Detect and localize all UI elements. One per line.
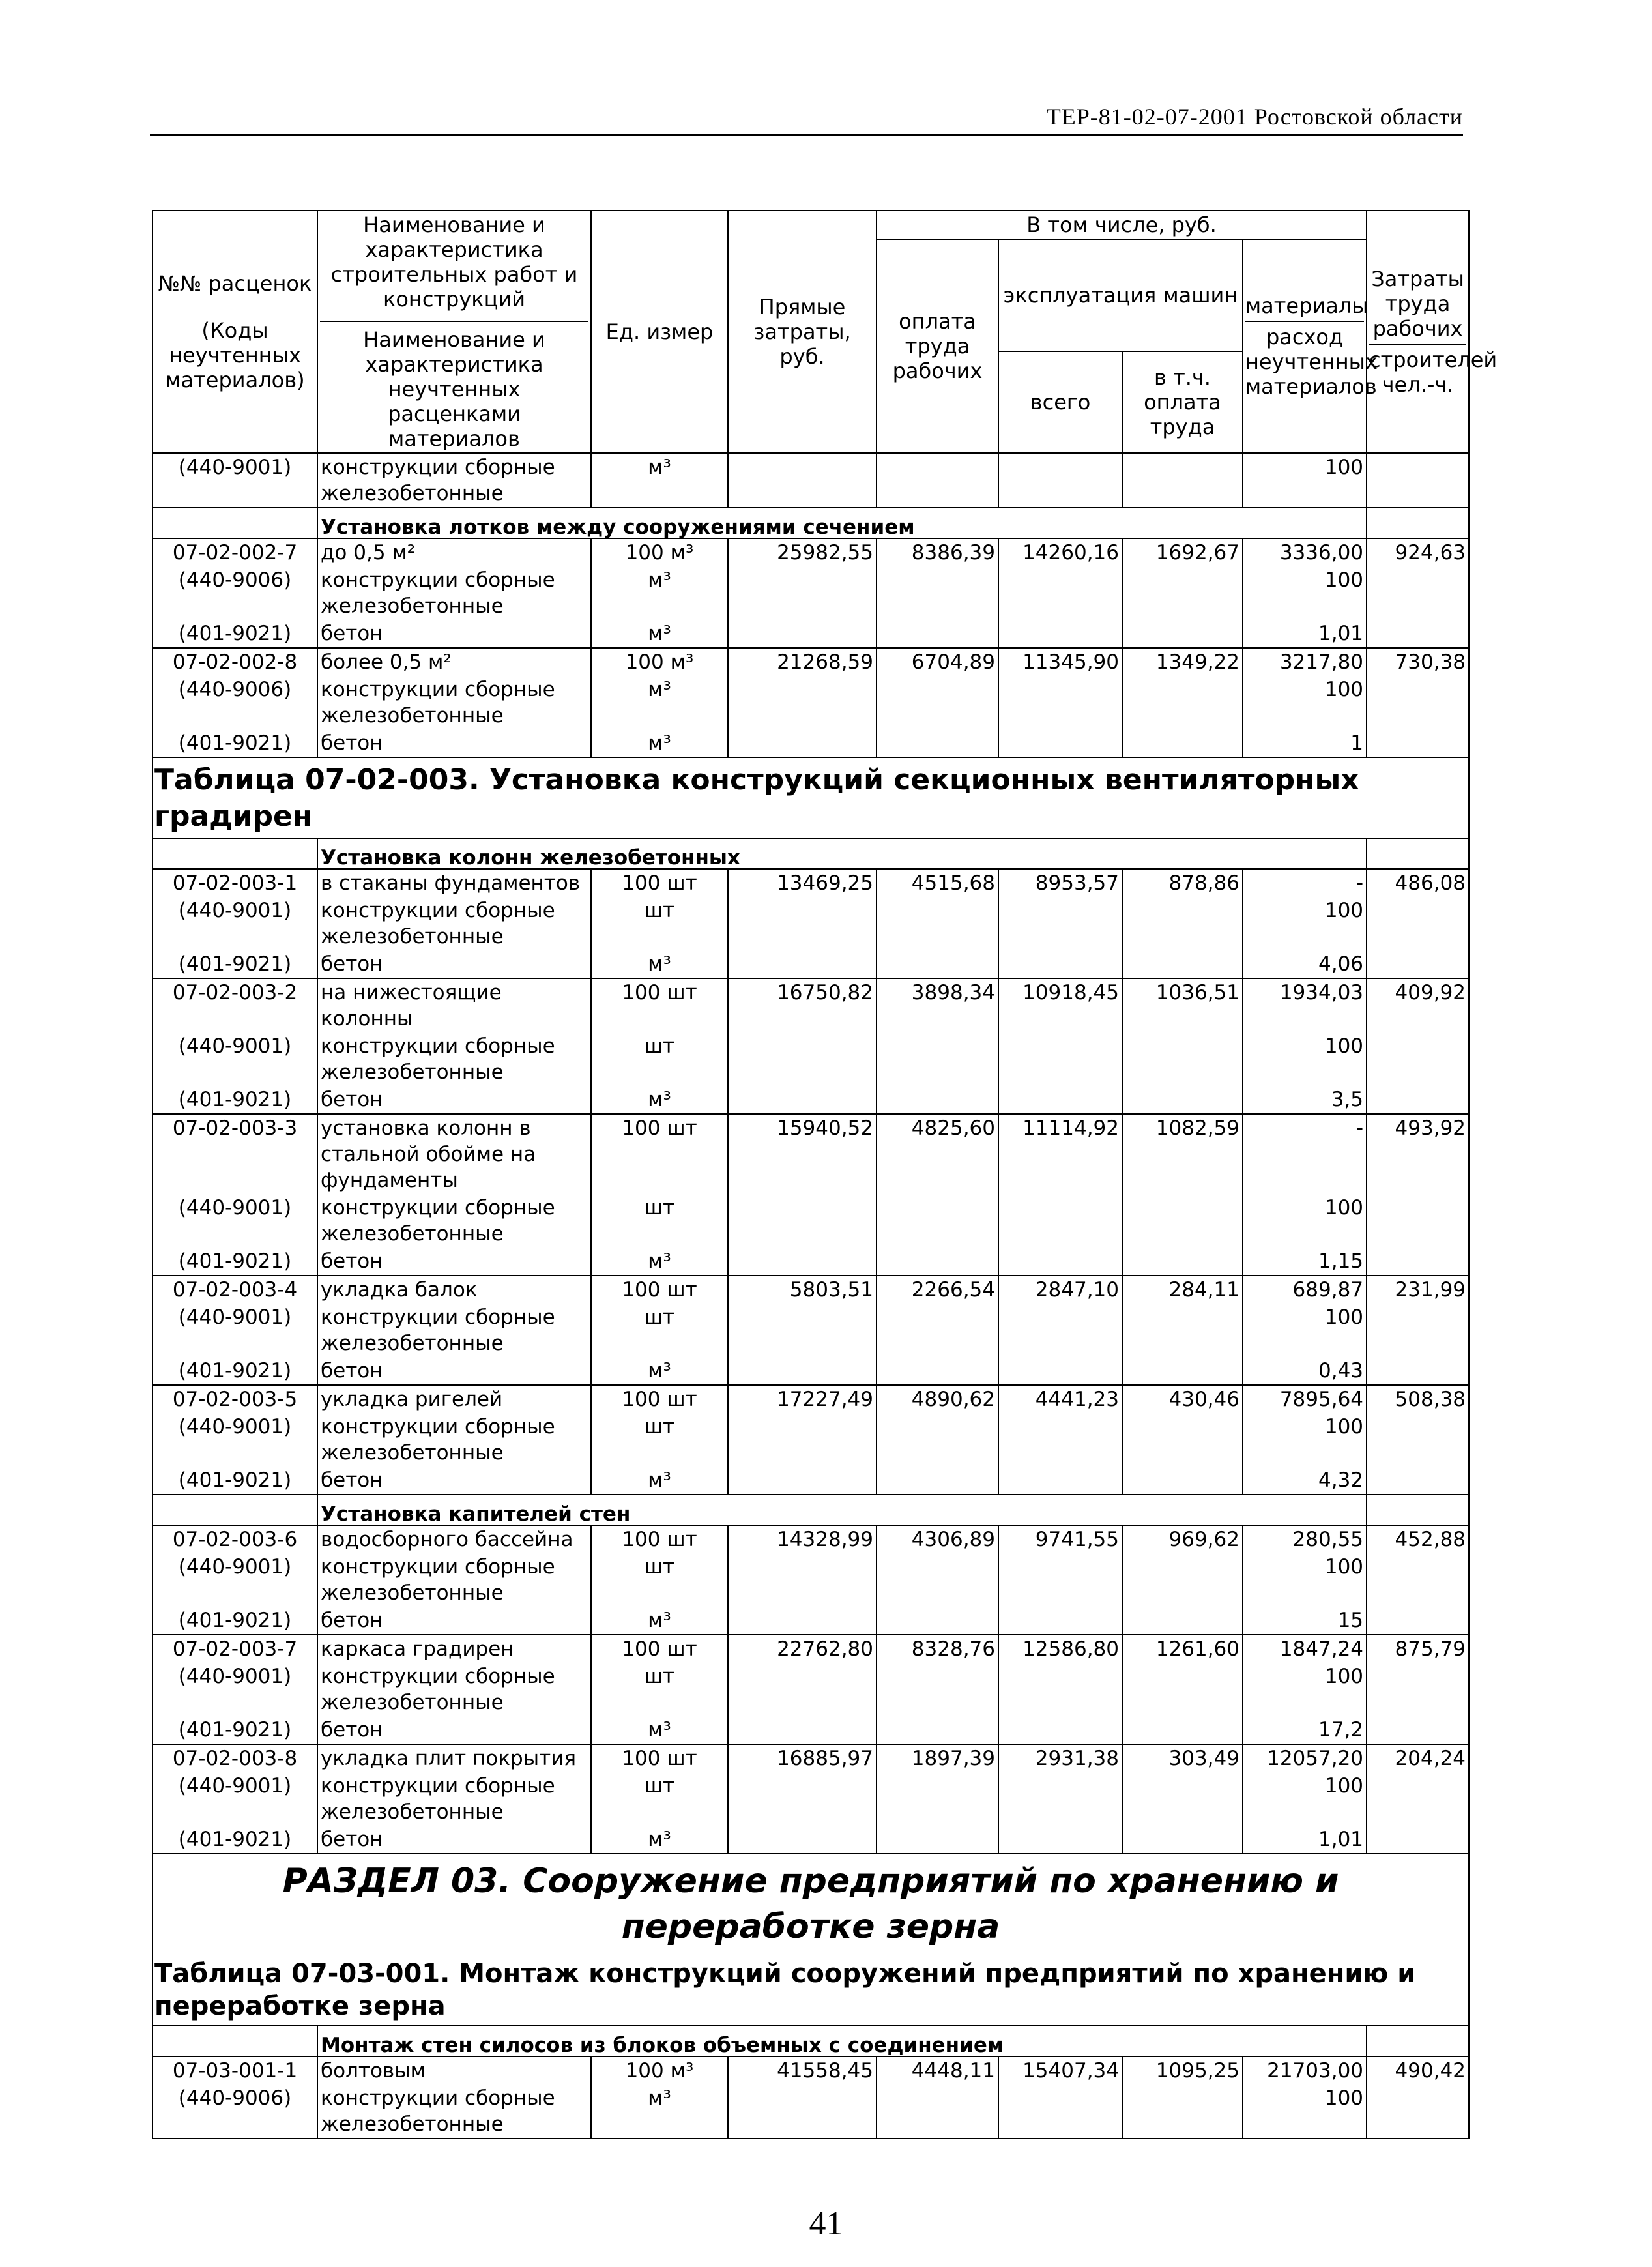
- table-row: [152, 620, 1469, 648]
- row-unit: м³: [591, 1607, 728, 1635]
- row-direct: 22762,80: [728, 1635, 877, 1663]
- row-labor: 204,24: [1367, 1744, 1469, 1772]
- row-labor: 508,38: [1367, 1385, 1469, 1413]
- row-materials: 4,32: [1243, 1467, 1367, 1495]
- table-row: [152, 538, 1469, 566]
- row-materials: 100: [1243, 1553, 1367, 1607]
- row-labor-pay: 6704,89: [877, 648, 998, 676]
- table-row: [152, 1276, 1469, 1304]
- row-code: (440-9001): [152, 453, 317, 508]
- table-row: [152, 1248, 1469, 1276]
- row-labor: 452,88: [1367, 1525, 1469, 1553]
- row-unit: м³: [591, 620, 728, 648]
- row-unit: шт: [591, 1304, 728, 1357]
- row-code: 07-02-003-5: [152, 1385, 317, 1413]
- row-machines-total: 15407,34: [998, 2056, 1122, 2084]
- table-row: [152, 1413, 1469, 1467]
- table-row: [152, 978, 1469, 1032]
- row-code: (440-9001): [152, 1304, 317, 1357]
- row-direct: 5803,51: [728, 1276, 877, 1304]
- table-row: [152, 1194, 1469, 1248]
- row-name: укладка ригелей: [317, 1385, 591, 1413]
- col-name-subtitle: Наименование и характеристика неучтенных расценками материалов: [320, 321, 588, 451]
- row-machines-total: 12586,80: [998, 1635, 1122, 1663]
- table-row: [152, 1385, 1469, 1413]
- row-code: 07-02-003-8: [152, 1744, 317, 1772]
- row-name: укладка плит покрытия: [317, 1744, 591, 1772]
- row-name: конструкции сборные железобетонные: [317, 1032, 591, 1086]
- table-row: [152, 1607, 1469, 1635]
- row-code: 07-02-003-1: [152, 869, 317, 897]
- row-direct: 15940,52: [728, 1114, 877, 1194]
- row-code: 07-03-001-1: [152, 2056, 317, 2084]
- row-machines-labor: 1082,59: [1122, 1114, 1243, 1194]
- row-name: конструкции сборные железобетонные: [317, 1194, 591, 1248]
- subsection-title: Установка колонн железобетонных: [317, 838, 1367, 869]
- row-code: (440-9001): [152, 1413, 317, 1467]
- row-name: бетон: [317, 620, 591, 648]
- row-code: (401-9021): [152, 1357, 317, 1385]
- row-code: (401-9021): [152, 1607, 317, 1635]
- table-row: [152, 2056, 1469, 2084]
- row-unit: 100 шт: [591, 1525, 728, 1553]
- row-materials: 100: [1243, 676, 1367, 729]
- row-unit: м³: [591, 729, 728, 757]
- table-row: [152, 1663, 1469, 1716]
- table-row: [152, 1635, 1469, 1663]
- row-name: на нижестоящие колонны: [317, 978, 591, 1032]
- row-unit: 100 шт: [591, 1385, 728, 1413]
- row-labor: 409,92: [1367, 978, 1469, 1032]
- row-machines-labor: 1349,22: [1122, 648, 1243, 676]
- table-row: [152, 1826, 1469, 1854]
- row-code: 07-02-003-2: [152, 978, 317, 1032]
- row-labor-pay: 4448,11: [877, 2056, 998, 2084]
- row-direct: 16750,82: [728, 978, 877, 1032]
- row-name: конструкции сборные железобетонные: [317, 897, 591, 950]
- row-labor-pay: 4825,60: [877, 1114, 998, 1194]
- row-unit: 100 м³: [591, 2056, 728, 2084]
- row-name: конструкции сборные железобетонные: [317, 1663, 591, 1716]
- row-unit: 100 м³: [591, 538, 728, 566]
- row-unit: 100 шт: [591, 1635, 728, 1663]
- row-labor-pay: 4306,89: [877, 1525, 998, 1553]
- row-materials: 12057,20: [1243, 1744, 1367, 1772]
- row-materials: 100: [1243, 1304, 1367, 1357]
- row-materials: 1,15: [1243, 1248, 1367, 1276]
- row-materials: 100: [1243, 1772, 1367, 1826]
- col-labor-subtitle: строителей чел.-ч.: [1369, 344, 1466, 397]
- row-code: (401-9021): [152, 1467, 317, 1495]
- table-row: [152, 1086, 1469, 1114]
- row-labor-pay: 4890,62: [877, 1385, 998, 1413]
- row-labor-pay: 4515,68: [877, 869, 998, 897]
- row-direct: 14328,99: [728, 1525, 877, 1553]
- running-head: ТЕР-81-02-07-2001 Ростовской области: [150, 103, 1463, 136]
- row-machines-total: 2847,10: [998, 1276, 1122, 1304]
- row-machines-total: 4441,23: [998, 1385, 1122, 1413]
- row-name: бетон: [317, 1826, 591, 1854]
- row-materials: 100: [1243, 1413, 1367, 1467]
- row-code: (401-9021): [152, 620, 317, 648]
- row-code: 07-02-002-7: [152, 538, 317, 566]
- row-unit: м³: [591, 1716, 728, 1744]
- row-labor: 231,99: [1367, 1276, 1469, 1304]
- row-materials: 1,01: [1243, 1826, 1367, 1854]
- table-title: Таблица 07-03-001. Монтаж конструкций сооружений предприятий по хранению и переработке зерна: [152, 1953, 1469, 2026]
- row-name: болтовым: [317, 2056, 591, 2084]
- row-machines-total: 8953,57: [998, 869, 1122, 897]
- group-silosy: [152, 2026, 1469, 2139]
- row-machines-labor: 1692,67: [1122, 538, 1243, 566]
- table-row: [152, 1525, 1469, 1553]
- row-code: (440-9001): [152, 1032, 317, 1086]
- row-name: в стаканы фундаментов: [317, 869, 591, 897]
- row-code: (440-9001): [152, 897, 317, 950]
- row-materials: 21703,00: [1243, 2056, 1367, 2084]
- row-code: 07-02-003-7: [152, 1635, 317, 1663]
- row-unit: м³: [591, 2084, 728, 2139]
- row-unit: 100 шт: [591, 1114, 728, 1194]
- row-name: укладка балок: [317, 1276, 591, 1304]
- table-row: [152, 566, 1469, 620]
- row-unit: м³: [591, 1467, 728, 1495]
- row-materials: 7895,64: [1243, 1385, 1367, 1413]
- row-code: (401-9021): [152, 1248, 317, 1276]
- row-unit: м³: [591, 1086, 728, 1114]
- section-title: РАЗДЕЛ 03. Сооружение предприятий по хранению и переработке зерна: [152, 1854, 1469, 1953]
- row-code: (440-9006): [152, 676, 317, 729]
- row-unit: 100 шт: [591, 1744, 728, 1772]
- row-code: (440-9001): [152, 1772, 317, 1826]
- row-materials: 100: [1243, 2084, 1367, 2139]
- row-materials: 1934,03: [1243, 978, 1367, 1032]
- row-name: бетон: [317, 1086, 591, 1114]
- row-materials: 100: [1243, 566, 1367, 620]
- row-materials: 4,06: [1243, 950, 1367, 978]
- row-name: конструкции сборные железобетонные: [317, 566, 591, 620]
- row-unit: м³: [591, 950, 728, 978]
- group-kolonny: [152, 838, 1469, 1495]
- row-materials: 100: [1243, 1194, 1367, 1248]
- row-name: конструкции сборные железобетонные: [317, 1413, 591, 1467]
- col-name-header: [317, 211, 591, 453]
- row-name: установка колонн в стальной обойме на фундаменты: [317, 1114, 591, 1194]
- row-direct: 25982,55: [728, 538, 877, 566]
- table-row: [152, 1716, 1469, 1744]
- row-code: (401-9021): [152, 1086, 317, 1114]
- row-unit: 100 шт: [591, 1276, 728, 1304]
- row-name: бетон: [317, 1607, 591, 1635]
- row-name: бетон: [317, 729, 591, 757]
- table-row: [152, 1744, 1469, 1772]
- subsection-title: Установка лотков между сооружениями сечением: [317, 508, 1367, 538]
- col-machines-total-header: всего: [998, 351, 1122, 453]
- row-unit: м³: [591, 676, 728, 729]
- table-row: [152, 950, 1469, 978]
- row-labor-pay: 3898,34: [877, 978, 998, 1032]
- row-materials: 100: [1243, 1032, 1367, 1086]
- row-direct: 41558,45: [728, 2056, 877, 2084]
- row-code: (440-9006): [152, 2084, 317, 2139]
- row-machines-total: 11345,90: [998, 648, 1122, 676]
- row-unit: 100 шт: [591, 869, 728, 897]
- table-row: [152, 869, 1469, 897]
- table-row: [152, 453, 1469, 508]
- row-labor: 730,38: [1367, 648, 1469, 676]
- row-machines-labor: 969,62: [1122, 1525, 1243, 1553]
- row-machines-total: 2931,38: [998, 1744, 1122, 1772]
- row-machines-total: 11114,92: [998, 1114, 1122, 1194]
- row-code: (440-9001): [152, 1553, 317, 1607]
- col-code-title: №№ расценок: [158, 271, 312, 296]
- row-code: 07-02-003-3: [152, 1114, 317, 1194]
- row-machines-labor: 284,11: [1122, 1276, 1243, 1304]
- col-labor-header: [1367, 211, 1498, 453]
- table-row: [152, 1304, 1469, 1357]
- row-name: конструкции сборные железобетонные: [317, 1772, 591, 1826]
- row-direct: 21268,59: [728, 648, 877, 676]
- row-name: бетон: [317, 950, 591, 978]
- row-name: бетон: [317, 1467, 591, 1495]
- row-materials: 100: [1243, 453, 1367, 508]
- row-labor-pay: 8328,76: [877, 1635, 998, 1663]
- row-materials: 689,87: [1243, 1276, 1367, 1304]
- row-materials: 1: [1243, 729, 1367, 757]
- table-003-title-block: [152, 757, 1469, 838]
- row-name: до 0,5 м²: [317, 538, 591, 566]
- row-code: (401-9021): [152, 1716, 317, 1744]
- row-unit: м³: [591, 1357, 728, 1385]
- row-materials: 15: [1243, 1607, 1367, 1635]
- row-machines-total: 10918,45: [998, 978, 1122, 1032]
- row-code: (401-9021): [152, 950, 317, 978]
- subsection-title: Монтаж стен силосов из блоков объемных с соединением: [317, 2026, 1367, 2056]
- row-machines-labor: 430,46: [1122, 1385, 1243, 1413]
- row-code: (440-9001): [152, 1663, 317, 1716]
- section-03-block: [152, 1854, 1469, 2026]
- table-row: [152, 1467, 1469, 1495]
- row-name: конструкции сборные железобетонные: [317, 2084, 591, 2139]
- col-name-title: Наименование и характеристика строительных работ и конструкций: [330, 212, 578, 312]
- row-materials: 1847,24: [1243, 1635, 1367, 1663]
- row-materials: 3,5: [1243, 1086, 1367, 1114]
- row-name: бетон: [317, 1248, 591, 1276]
- row-unit: м³: [591, 1248, 728, 1276]
- row-unit: шт: [591, 897, 728, 950]
- row-labor: 486,08: [1367, 869, 1469, 897]
- table-row: [152, 2084, 1469, 2139]
- row-materials: 17,2: [1243, 1716, 1367, 1744]
- col-labor-title: Затраты труда рабочих: [1371, 267, 1464, 341]
- row-unit: 100 шт: [591, 978, 728, 1032]
- row-unit: шт: [591, 1032, 728, 1086]
- col-machines-labor-header: в т.ч. оплата труда: [1122, 351, 1243, 453]
- table-row: [152, 676, 1469, 729]
- table-row: [152, 1114, 1469, 1194]
- col-materials-title: материалы: [1245, 293, 1369, 318]
- row-machines-labor: 1261,60: [1122, 1635, 1243, 1663]
- row-code: (401-9021): [152, 1826, 317, 1854]
- table-row: [152, 1553, 1469, 1607]
- col-machines-header: эксплуатация машин: [998, 239, 1243, 351]
- row-materials: 3336,00: [1243, 538, 1367, 566]
- col-code-subtitle: (Коды неучтенных материалов): [165, 318, 305, 392]
- table-row: [152, 648, 1469, 676]
- group-lotki: [152, 508, 1469, 757]
- col-including-header: В том числе, руб.: [877, 211, 1367, 239]
- col-materials-subtitle: расход неучтенных материалов: [1245, 321, 1364, 399]
- row-materials: -: [1243, 1114, 1367, 1194]
- row-unit: м³: [591, 453, 728, 508]
- row-name: конструкции сборные железобетонные: [317, 676, 591, 729]
- row-name: конструкции сборные железобетонные: [317, 1553, 591, 1607]
- row-machines-labor: 1036,51: [1122, 978, 1243, 1032]
- subsection-title: Установка капителей стен: [317, 1495, 1367, 1525]
- row-name: каркаса градирен: [317, 1635, 591, 1663]
- row-machines-total: 14260,16: [998, 538, 1122, 566]
- row-unit: шт: [591, 1413, 728, 1467]
- row-code: 07-02-002-8: [152, 648, 317, 676]
- row-labor-pay: 8386,39: [877, 538, 998, 566]
- row-materials: 1,01: [1243, 620, 1367, 648]
- table-row: [152, 729, 1469, 757]
- row-materials: 3217,80: [1243, 648, 1367, 676]
- row-name: бетон: [317, 1716, 591, 1744]
- row-materials: 100: [1243, 897, 1367, 950]
- row-direct: 13469,25: [728, 869, 877, 897]
- row-labor-pay: 2266,54: [877, 1276, 998, 1304]
- row-materials: 280,55: [1243, 1525, 1367, 1553]
- row-code: (401-9021): [152, 729, 317, 757]
- row-unit: шт: [591, 1553, 728, 1607]
- row-unit: шт: [591, 1194, 728, 1248]
- table-title: Таблица 07-02-003. Установка конструкций секционных вентиляторных градирен: [152, 757, 1469, 838]
- col-materials-header: [1243, 239, 1378, 453]
- row-materials: 0,43: [1243, 1357, 1367, 1385]
- row-unit: м³: [591, 1826, 728, 1854]
- row-machines-labor: 303,49: [1122, 1744, 1243, 1772]
- row-unit: шт: [591, 1772, 728, 1826]
- table-row: [152, 1032, 1469, 1086]
- row-labor: 493,92: [1367, 1114, 1469, 1194]
- col-unit-header: Ед. измер: [591, 211, 728, 453]
- row-name: конструкции сборные железобетонные: [317, 453, 591, 508]
- row-code: 07-02-003-6: [152, 1525, 317, 1553]
- row-machines-total: 9741,55: [998, 1525, 1122, 1553]
- col-code-header: [152, 211, 317, 453]
- row-unit: шт: [591, 1663, 728, 1716]
- table-row: [152, 1772, 1469, 1826]
- row-materials: 100: [1243, 1663, 1367, 1716]
- group-kapiteli: [152, 1495, 1469, 1854]
- col-labor-pay-header: оплата труда рабочих: [877, 239, 998, 453]
- row-unit: м³: [591, 566, 728, 620]
- row-materials: -: [1243, 869, 1367, 897]
- row-code: (440-9006): [152, 566, 317, 620]
- col-direct-header: Прямые затраты, руб.: [728, 211, 877, 453]
- row-name: бетон: [317, 1357, 591, 1385]
- row-labor: 490,42: [1367, 2056, 1469, 2084]
- row-machines-labor: 1095,25: [1122, 2056, 1243, 2084]
- table-row: [152, 1357, 1469, 1385]
- row-code: (440-9001): [152, 1194, 317, 1248]
- row-direct: 16885,97: [728, 1744, 877, 1772]
- row-direct: 17227,49: [728, 1385, 877, 1413]
- table-header: [152, 211, 1498, 453]
- rates-table: [152, 210, 1498, 2139]
- row-name: более 0,5 м²: [317, 648, 591, 676]
- row-code: 07-02-003-4: [152, 1276, 317, 1304]
- row-unit: 100 м³: [591, 648, 728, 676]
- row-labor-pay: 1897,39: [877, 1744, 998, 1772]
- row-name: конструкции сборные железобетонные: [317, 1304, 591, 1357]
- row-name: водосборного бассейна: [317, 1525, 591, 1553]
- row-labor: 924,63: [1367, 538, 1469, 566]
- row-machines-labor: 878,86: [1122, 869, 1243, 897]
- table-row: [152, 897, 1469, 950]
- row-labor: 875,79: [1367, 1635, 1469, 1663]
- page-number: 41: [809, 2205, 843, 2242]
